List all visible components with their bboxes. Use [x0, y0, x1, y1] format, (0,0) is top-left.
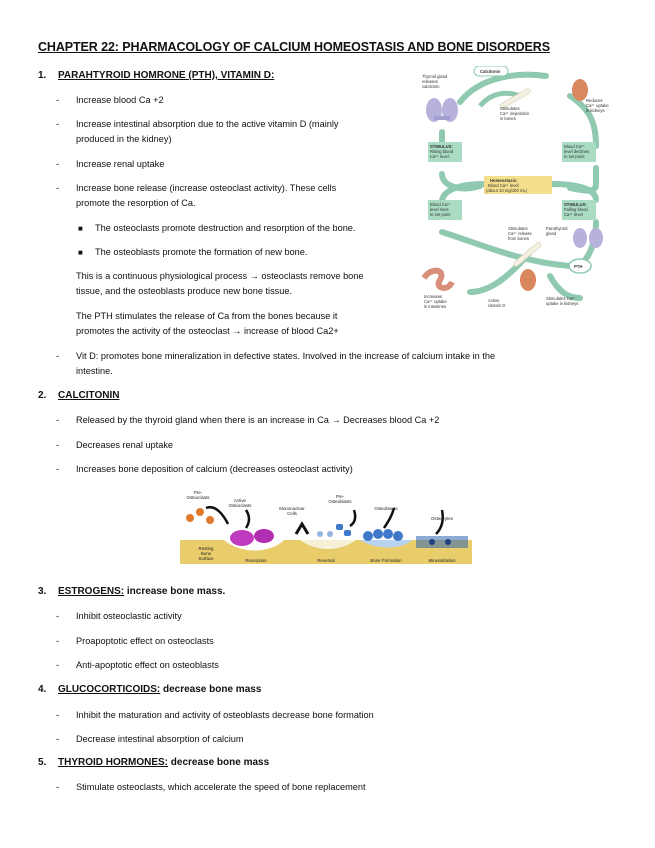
section-2-number: 2. — [38, 390, 47, 401]
list-item: - Increase blood Ca +2 — [56, 93, 164, 108]
list-item: - Decreases renal uptake — [56, 438, 173, 453]
svg-text:StimulatesCa²⁺ depositionin bo: Stimulates Ca²⁺ deposition in bones — [500, 106, 530, 121]
list-item: - Increase renal uptake — [56, 157, 164, 172]
section-4-heading — [38, 684, 261, 695]
calcium-homeostasis-diagram — [420, 66, 616, 316]
svg-text:Parathyroidgland: Parathyroid gland — [546, 226, 568, 236]
paragraph-process: This is a continuous physiological process → osteoclasts remove bone tissue, and the osteoblasts produce new bone tissue. — [76, 271, 364, 296]
svg-text:Osteocytes: Osteocytes — [431, 516, 453, 521]
sub-list-item: ■ The osteoclasts promote destruction and resorption of the bone. — [78, 221, 355, 236]
section-5-heading — [38, 757, 269, 768]
svg-text:Homeostasis:Blood Ca²⁺ level(a: Homeostasis: Blood Ca²⁺ level (about 10 mg/100 mL) — [486, 178, 528, 193]
kidney-bottom-icon — [520, 269, 536, 291]
svg-text:StimulatesCa²⁺ releasefrom bon: Stimulates Ca²⁺ release from bones — [508, 226, 532, 241]
square-bullet: ■ — [78, 248, 83, 257]
list-item: - Proapoptotic effect on osteoclasts — [56, 634, 214, 649]
svg-text:MononuclearCells: Mononuclear Cells — [279, 506, 305, 516]
section-2-heading — [38, 390, 119, 401]
section-2-title: CALCITONIN — [58, 390, 120, 401]
arrow-to-calcitonin — [460, 75, 546, 102]
list-item: - Inhibit the maturation and activity of osteoblasts decrease bone formation — [56, 708, 374, 723]
intestines-icon — [424, 271, 452, 288]
list-item: - Decrease intestinal absorption of calcium — [56, 732, 244, 747]
paragraph-pth: The PTH stimulates the release of Ca from the bones because it promotes the activity of the osteoclast → increase of blood Ca2+ — [76, 311, 339, 336]
list-item: - Increases bone deposition of calcium (decreases osteoclast activity) — [56, 462, 353, 477]
section-4-title: GLUCOCORTICOIDS: — [58, 684, 161, 695]
svg-text:Stimulates Ca²⁺uptake in kidne: Stimulates Ca²⁺ uptake in kidneys — [546, 296, 579, 306]
svg-text:Activevitamin D: Active vitamin D — [488, 298, 506, 308]
arrow-pth-bone — [442, 232, 570, 266]
dash-bullet: - — [56, 351, 60, 361]
dash-bullet: - — [56, 415, 60, 425]
parathyroid-gland-icon — [573, 228, 603, 248]
list-item: - Vit D: promotes bone mineralization in defective states. Involved in the increase of calcium intake in the intestine. — [56, 351, 496, 376]
dash-bullet: - — [56, 660, 60, 670]
list-item: - Released by the thyroid gland when there is an increase in Ca → Decreases blood Ca +2 — [56, 413, 439, 428]
list-item: - Increase intestinal absorption due to the active vitamin D (mainly produced in the kidney) — [56, 119, 339, 144]
sub-list-item: ■ The osteoblasts promote the formation of new bone. — [78, 245, 307, 260]
svg-text:PTH: PTH — [574, 264, 583, 269]
svg-text:Bone Formation: Bone Formation — [370, 558, 402, 563]
dash-bullet: - — [56, 119, 60, 129]
section-1-title: PARAHTYROID HOMRONE (PTH), VITAMIN D: — [58, 70, 275, 81]
section-5-suffix: decrease bone mass — [168, 757, 270, 768]
svg-text:IncreasesCa²⁺ uptakein intesti: Increases Ca²⁺ uptake in intestines — [424, 294, 447, 309]
section-3-suffix: increase bone mass. — [124, 586, 226, 597]
square-bullet: ■ — [78, 224, 83, 233]
svg-text:ActiveOsteoclasts: Active Osteoclasts — [228, 498, 252, 508]
dash-bullet: - — [56, 636, 60, 646]
stage-arrows — [206, 507, 443, 534]
svg-text:RestingBoneSurface: Resting Bone Surface — [198, 546, 214, 561]
svg-text:STIMULUS:Rising bloodCa²⁺ leve: STIMULUS: Rising blood Ca²⁺ level — [430, 144, 454, 159]
svg-text:Calcitonin: Calcitonin — [480, 69, 501, 74]
list-item: - Anti-apoptotic effect on osteoblasts — [56, 658, 219, 673]
svg-text:Blood Ca²⁺level risesto set po: Blood Ca²⁺ level rises to set point — [430, 202, 451, 217]
section-3-number: 3. — [38, 586, 47, 597]
section-1-number: 1. — [38, 70, 47, 81]
list-item: - Stimulate osteoclasts, which accelerate the speed of bone replacement — [56, 780, 366, 795]
svg-text:Thyroid glandreleasescalcitoni: Thyroid gland releases calcitonin — [422, 74, 448, 89]
dash-bullet: - — [56, 464, 60, 474]
svg-text:Blood Ca²⁺level declinesto set: Blood Ca²⁺ level declines to set point — [564, 144, 590, 159]
preosteoblast-cells — [336, 524, 351, 536]
dash-bullet: - — [56, 95, 60, 105]
thyroid-gland-icon — [426, 98, 458, 122]
arrow-fall-right — [552, 184, 596, 200]
svg-text:Osteoblasts: Osteoblasts — [374, 506, 398, 511]
list-item: - Inhibit osteoclastic activity — [56, 609, 182, 624]
section-4-number: 4. — [38, 684, 47, 695]
dash-bullet: - — [56, 440, 60, 450]
section-4-suffix: decrease bone mass — [160, 684, 262, 695]
section-3-title: ESTROGENS: — [58, 586, 125, 597]
svg-text:ReducesCa²⁺ uptakein kidneys: Reduces Ca²⁺ uptake in kidneys — [586, 98, 609, 113]
preosteoclast-cells — [186, 508, 214, 524]
section-5-number: 5. — [38, 757, 47, 768]
osteoblast-cells — [363, 529, 403, 541]
svg-text:Resorption: Resorption — [245, 558, 267, 563]
bone-remodeling-diagram — [180, 490, 472, 570]
svg-text:Reversal: Reversal — [317, 558, 335, 563]
list-item: - Increase bone release (increase osteoclast activity). These cells promote the resorption of Ca. — [56, 183, 337, 208]
section-3-heading — [38, 586, 225, 597]
dash-bullet: - — [56, 611, 60, 621]
svg-text:Pre-Osteoclasts: Pre-Osteoclasts — [186, 490, 210, 500]
page-title: CHAPTER 22: PHARMACOLOGY OF CALCIUM HOMEOSTASIS AND BONE DISORDERS — [38, 40, 550, 54]
dash-bullet: - — [56, 183, 60, 193]
dash-bullet: - — [56, 710, 60, 720]
dash-bullet: - — [56, 782, 60, 792]
mineralized-layer — [416, 536, 468, 548]
section-5-title: THYROID HORMONES: — [58, 757, 168, 768]
svg-text:Mineralization: Mineralization — [428, 558, 456, 563]
dash-bullet: - — [56, 734, 60, 744]
section-1-heading — [38, 70, 274, 81]
svg-text:STIMULUS:Falling bloodCa²⁺ lev: STIMULUS: Falling blood Ca²⁺ level — [564, 202, 588, 217]
svg-text:Pre-Osteoblasts: Pre-Osteoblasts — [328, 494, 352, 504]
mononuclear-cells — [296, 524, 333, 537]
arrow-to-kidney-bottom — [550, 276, 580, 298]
dash-bullet: - — [56, 159, 60, 169]
